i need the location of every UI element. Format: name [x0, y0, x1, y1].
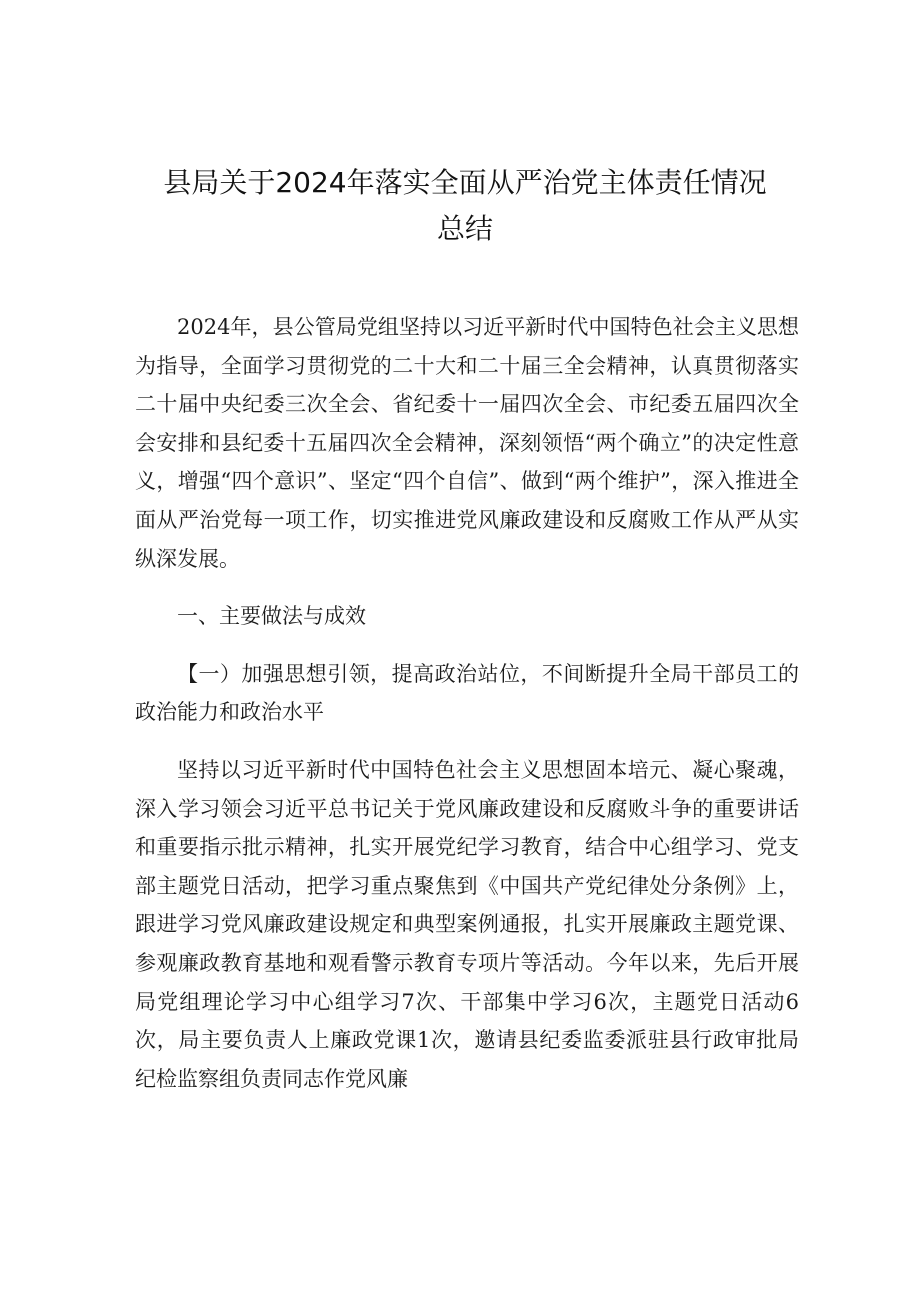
document-title: 县局关于2024年落实全面从严治党主体责任情况总结: [163, 166, 767, 245]
document-body: [135, 308, 799, 1098]
intro-paragraph: 2024年，县公管局党组坚持以习近平新时代中国特色社会主义思想为指导，全面学习贯彻党的二十大和二十届三全会精神，认真贯彻落实二十届中央纪委三次全会、省纪委十一届四次全会、市纪委五届四次全会安排和县纪委十五届四次全会精神，深刻领悟“两个确立”的决定性意义，增强“四个意识”、坚定“四个自信”、做到“两个维护”，深入推进全面从严治党每一项工作，切实推进党风廉政建设和反腐败工作从严从实纵深发展。: [135, 315, 799, 571]
section-heading: 一、主要做法与成效: [177, 604, 366, 629]
subsection-heading: 【一）加强思想引领，提高政治站位，不间断提升全局干部员工的政治能力和政治水平: [135, 661, 799, 725]
body-paragraph: 坚持以习近平新时代中国特色社会主义思想固本培元、凝心聚魂，深入学习领会习近平总书记关于党风廉政建设和反腐败斗争的重要讲话和重要指示批示精神，扎实开展党纪学习教育，结合中心组学习、党支部主题党日活动，把学习重点聚焦到《中国共产党纪律处分条例》上，跟进学习党风廉政建设规定和典型案例通报，扎实开展廉政主题党课、参观廉政教育基地和观看警示教育专项片等活动。今年以来，先后开展局党组理论学习中心组学习7次、干部集中学习6次，主题党日活动6次，局主要负责人上廉政党课1次，邀请县纪委监委派驻县行政审批局纪检监察组负责同志作党风廉: [135, 757, 799, 1091]
